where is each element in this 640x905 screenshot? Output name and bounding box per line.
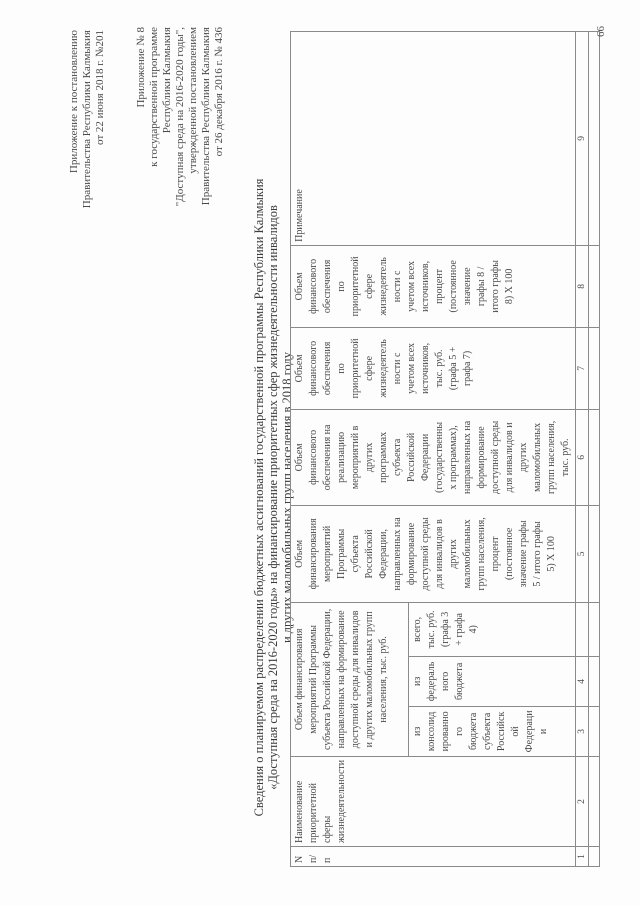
column-number: 6: [576, 409, 589, 505]
header-text: Российской: [364, 529, 375, 579]
header-text: приоритетной: [350, 256, 361, 317]
header-text: приоритетной сферы: [308, 783, 333, 843]
appendix-program-line: Правительства Республики Калмыкия: [200, 27, 212, 206]
header-text: N: [294, 855, 305, 863]
header-text: ированно: [440, 711, 452, 752]
header-text: учетом всех: [406, 260, 417, 312]
appendix-main-line: от 22 июня 2018 г. №201: [94, 30, 106, 145]
column-number: 1: [576, 847, 589, 867]
header-text: Примечание: [294, 189, 305, 242]
table-row: [589, 31, 600, 866]
table-cell: [589, 706, 600, 756]
appendix-program-line: "Доступная среда на 2016-2020 годы",: [174, 27, 186, 207]
header-text: финансового: [308, 340, 319, 396]
header-text: процент: [490, 536, 501, 572]
table-cell: [589, 656, 600, 706]
header-text: + графа: [454, 613, 466, 646]
header-text: направленных на: [392, 517, 403, 591]
header-text: для инвалидов и: [504, 422, 515, 493]
header-text: из: [412, 726, 424, 737]
header-text: групп населения,: [546, 420, 557, 494]
header-text: обеспечения: [322, 259, 333, 314]
header-text: из: [412, 676, 424, 687]
header-text: Объем: [294, 443, 305, 472]
header-text: федераль: [426, 661, 438, 702]
header-text: формирование: [406, 522, 417, 585]
header-program-financing: [291, 602, 409, 756]
header-text: значение графы: [518, 520, 529, 588]
header-text: Объем финансирования: [294, 628, 305, 731]
table-cell: [589, 31, 600, 245]
header-text: программах: [378, 431, 389, 483]
header-text: 8) X 100: [504, 268, 515, 305]
header-text: субъекта: [392, 438, 403, 477]
header-text: бюджета: [468, 712, 480, 751]
header-text: субъекта: [350, 535, 361, 573]
column-number: 8: [576, 245, 589, 327]
appendix-program-line: Республики Калмыкия: [161, 27, 173, 134]
column-number: 2: [576, 756, 589, 846]
header-text: ного: [440, 671, 452, 691]
appendix-program-block: [135, 27, 226, 247]
header-text: тыс. руб.: [560, 438, 571, 477]
header-text: населения, тыс. руб.: [378, 636, 389, 723]
table-cell: [589, 327, 600, 409]
column-number: 4: [576, 656, 589, 706]
header-text: Объем: [294, 272, 305, 301]
header-text: Программы: [336, 528, 347, 579]
header-text: формирование: [476, 426, 487, 489]
header-text: направленных на: [462, 420, 473, 494]
header-text: реализацию: [336, 431, 347, 483]
header-regional-budget: [409, 706, 576, 756]
table-cell: [589, 409, 600, 505]
header-text: финансового: [308, 429, 319, 485]
header-text: направленных на формирование: [336, 610, 347, 749]
header-text: обеспечения на: [322, 424, 333, 491]
header-text: Наименование: [294, 780, 305, 843]
appendix-program-line: от 26 декабря 2016 г. № 436: [213, 27, 225, 157]
header-text: мероприятий Программы: [308, 624, 319, 734]
header-text: по: [336, 281, 347, 292]
header-text: консолид: [426, 711, 438, 752]
header-text: источников,: [420, 342, 431, 394]
header-text: Объем: [294, 539, 305, 568]
header-text: жизнедеятельности: [336, 759, 347, 843]
header-text: тыс. руб.: [434, 349, 445, 388]
header-text: п/п: [308, 854, 333, 863]
header-text: других: [448, 539, 459, 569]
header-text: бюджета: [454, 662, 466, 701]
header-text: сфере: [364, 355, 375, 381]
header-text: Федераци: [524, 710, 536, 753]
header-text: других: [518, 442, 529, 473]
header-text: (графа 3: [440, 611, 452, 648]
header-text: для инвалидов в: [434, 519, 445, 589]
header-text: жизнедеятель: [378, 257, 389, 316]
header-col7: [291, 327, 576, 409]
header-text: доступной среды: [420, 517, 431, 591]
header-col5: [291, 505, 576, 602]
header-col6: [291, 409, 576, 505]
header-text: мероприятий: [322, 525, 333, 582]
header-text: групп населения,: [476, 517, 487, 591]
header-text: ности с: [392, 352, 403, 385]
table-cell: [589, 505, 600, 602]
header-row-1: [291, 31, 409, 866]
header-text: финансирования: [308, 518, 319, 590]
header-text: обеспечения: [322, 341, 333, 396]
header-text: графа 7): [462, 350, 473, 387]
header-text: 4): [468, 625, 480, 634]
header-total: [409, 602, 576, 656]
header-sphere-name: [291, 756, 576, 846]
header-col8: [291, 245, 576, 327]
column-number: 3: [576, 706, 589, 756]
header-number: [291, 847, 576, 867]
table-cell: [589, 245, 600, 327]
page-number: 66: [595, 26, 607, 37]
header-text: маломобильных: [532, 422, 543, 492]
header-text: мероприятий в: [350, 425, 361, 490]
header-text: и: [538, 728, 550, 735]
header-text: итого графы: [490, 260, 501, 313]
header-text: всего,: [412, 616, 424, 642]
header-text: маломобильных: [462, 519, 473, 589]
column-number-row: [576, 31, 589, 866]
header-text: (постоянное: [504, 527, 515, 581]
appendix-program-line: утвержденной постановлением: [187, 27, 199, 174]
header-text: учетом всех: [406, 342, 417, 394]
header-text: жизнедеятель: [378, 339, 389, 398]
title-line: Сведения о планируемом распределении бюджетных ассигнований государственной программы Республики Калмыкия: [252, 178, 266, 817]
column-number: 9: [576, 31, 589, 245]
header-note: [291, 31, 576, 245]
header-text: Федерации,: [378, 529, 389, 579]
header-text: графы 8 /: [476, 266, 487, 307]
appendix-main-block: [68, 30, 107, 240]
header-text: и других маломобильных групп: [364, 611, 375, 748]
header-text: ой: [510, 726, 522, 737]
header-text: (графа 5 +: [448, 346, 459, 391]
column-number: 5: [576, 505, 589, 602]
header-text: Объем: [294, 354, 305, 383]
header-text: приоритетной: [350, 338, 361, 399]
header-text: 5 / итого графы: [532, 521, 543, 587]
header-text: сфере: [364, 273, 375, 299]
appendix-program-line: Приложение № 8: [135, 27, 147, 108]
header-text: других: [364, 442, 375, 473]
header-text: ности с: [392, 270, 403, 303]
appendix-program-line: к государственной программе: [148, 27, 160, 167]
title-line: «Доступная среда на 2016-2020 годы» на финансирование приоритетных сфер жизнедеятельности инвалидов: [266, 205, 280, 790]
document-title: [252, 165, 294, 830]
header-text: по: [336, 363, 347, 374]
table-cell: [589, 602, 600, 656]
header-text: процент: [434, 268, 445, 304]
header-text: (государственны: [434, 421, 445, 493]
header-text: финансового: [308, 258, 319, 314]
header-text: го: [454, 726, 466, 736]
appendix-main-line: Правительства Республики Калмыкия: [81, 30, 93, 209]
header-text: 5) X 100: [546, 536, 557, 572]
table-cell: [589, 756, 600, 846]
budget-allocation-table: [290, 31, 600, 867]
column-number: 7: [576, 327, 589, 409]
header-text: субъекта Российской Федерации,: [322, 608, 333, 751]
table-cell: [589, 847, 600, 867]
header-federal-budget: [409, 656, 576, 706]
title-line: и других маломобильных групп населения в 2018 году: [280, 352, 294, 644]
header-text: (постоянное: [448, 260, 459, 313]
header-text: х программах),: [448, 425, 459, 490]
header-text: Российск: [496, 711, 508, 752]
header-text: источников,: [420, 260, 431, 312]
header-text: доступной среды: [490, 420, 501, 494]
appendix-main-line: Приложение к постановлению: [68, 30, 80, 174]
header-text: значение: [462, 267, 473, 306]
header-text: Российской: [406, 432, 417, 483]
header-text: Федерации: [420, 433, 431, 481]
header-text: доступной среды для инвалидов: [350, 610, 361, 749]
column-number: [576, 602, 589, 656]
header-text: тыс. руб.: [426, 610, 438, 649]
header-text: субъекта: [482, 712, 494, 751]
